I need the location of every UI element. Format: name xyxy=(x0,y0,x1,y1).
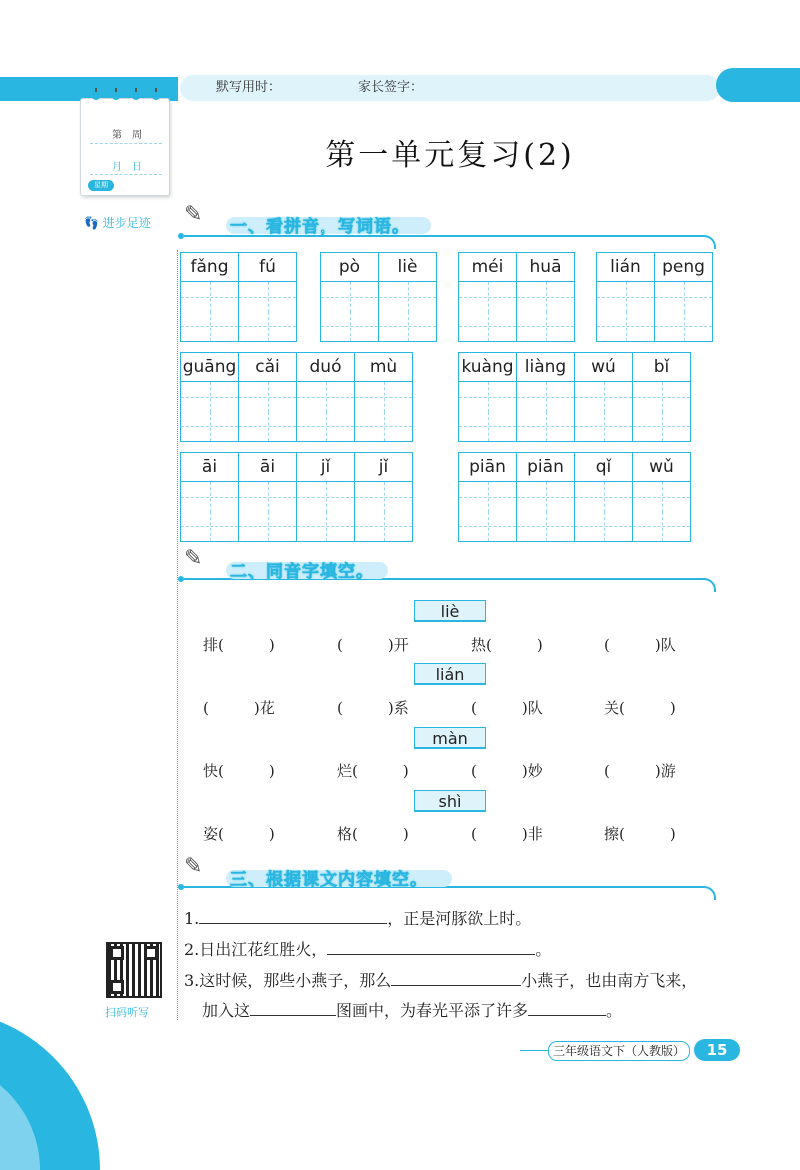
writing-box[interactable] xyxy=(459,312,516,342)
word-grid-group xyxy=(180,252,297,342)
pinyin-label: liè xyxy=(379,253,436,282)
homophone-item[interactable]: 快( ) xyxy=(203,762,275,780)
writing-box[interactable] xyxy=(297,382,354,412)
word-cell xyxy=(517,353,575,441)
word-cell xyxy=(517,253,575,341)
writing-box[interactable] xyxy=(239,312,296,342)
word-cell xyxy=(181,453,239,541)
section1-title: 一、看拼音，写词语。 xyxy=(230,217,410,237)
page-title: 第一单元复习(2) xyxy=(325,138,575,173)
progress-footsteps xyxy=(84,214,151,231)
binder-ring xyxy=(132,92,140,100)
writing-box[interactable] xyxy=(517,282,574,312)
divider xyxy=(90,174,162,175)
writing-box[interactable] xyxy=(459,412,516,442)
homophone-item[interactable]: ( )系 xyxy=(337,699,409,717)
writing-box[interactable] xyxy=(297,412,354,442)
word-cell xyxy=(181,253,239,341)
writing-box[interactable] xyxy=(575,512,632,542)
writing-box[interactable] xyxy=(239,482,296,512)
question-number: 2. xyxy=(184,940,200,959)
writing-box[interactable] xyxy=(633,482,690,512)
homophone-item[interactable]: 擦( ) xyxy=(604,825,676,843)
word-grid-group xyxy=(458,252,575,342)
writing-box[interactable] xyxy=(575,412,632,442)
pinyin-label: kuàng xyxy=(459,353,516,382)
writing-box[interactable] xyxy=(655,282,712,312)
writing-box[interactable] xyxy=(355,382,412,412)
pinyin-label: wǔ xyxy=(633,453,690,482)
word-cell xyxy=(239,253,297,341)
writing-box[interactable] xyxy=(181,282,238,312)
homophone-item[interactable]: 热( ) xyxy=(471,636,543,654)
homophone-pinyin: lián xyxy=(414,663,486,685)
question-text: 这时候，那些小燕子，那么 xyxy=(199,971,392,990)
homophone-item[interactable]: 姿( ) xyxy=(203,825,275,843)
pinyin-label: jǐ xyxy=(297,453,354,482)
writing-box[interactable] xyxy=(517,312,574,342)
pinyin-label: āi xyxy=(181,453,238,482)
answer-blank[interactable] xyxy=(391,969,521,986)
fill-question-3 xyxy=(184,968,697,991)
question-text: 。 xyxy=(535,940,552,959)
question-text: ，正是河豚欲上时。 xyxy=(387,909,532,928)
pinyin-label: duó xyxy=(297,353,354,382)
word-grid-group xyxy=(180,452,413,542)
pinyin-label: mù xyxy=(355,353,412,382)
writing-box[interactable] xyxy=(633,512,690,542)
homophone-item[interactable]: ( )妙 xyxy=(471,762,543,780)
writing-box[interactable] xyxy=(355,512,412,542)
question-text: 。 xyxy=(606,1001,623,1020)
section3-title: 三、根据课文内容填空。 xyxy=(230,870,428,890)
pinyin-label: qǐ xyxy=(575,453,632,482)
word-cell xyxy=(321,253,379,341)
writing-box[interactable] xyxy=(517,512,574,542)
section-rule-curve xyxy=(696,886,716,900)
writing-box[interactable] xyxy=(379,282,436,312)
pinyin-label: lián xyxy=(597,253,654,282)
question-text: 小燕子，也由南方飞来， xyxy=(521,971,698,990)
pinyin-label: jǐ xyxy=(355,453,412,482)
pinyin-label: āi xyxy=(239,453,296,482)
date-label: 月 日 xyxy=(112,162,142,173)
pinyin-label: fǎng xyxy=(181,253,238,282)
writing-box[interactable] xyxy=(459,282,516,312)
writing-box[interactable] xyxy=(517,382,574,412)
word-cell xyxy=(459,253,517,341)
word-cell xyxy=(575,453,633,541)
progress-text: 进步足迹 xyxy=(102,216,151,230)
pinyin-label: guāng xyxy=(181,353,238,382)
question-text: 加入这 xyxy=(202,1001,251,1020)
homophone-item[interactable]: 关( ) xyxy=(604,699,676,717)
section-rule-curve xyxy=(696,578,716,592)
writing-box[interactable] xyxy=(239,512,296,542)
word-cell xyxy=(355,353,413,441)
answer-blank[interactable] xyxy=(250,999,336,1016)
answer-blank[interactable] xyxy=(327,938,535,955)
word-grid-group xyxy=(596,252,713,342)
pinyin-label: cǎi xyxy=(239,353,296,382)
book-label: 三年级语文下（人教版） xyxy=(548,1041,690,1061)
answer-blank[interactable] xyxy=(528,999,606,1016)
word-cell xyxy=(517,453,575,541)
dictation-time-label: 默写用时： xyxy=(216,80,282,95)
writing-box[interactable] xyxy=(459,382,516,412)
word-cell xyxy=(575,353,633,441)
writing-box[interactable] xyxy=(633,412,690,442)
homophone-item[interactable]: 烂( ) xyxy=(337,762,409,780)
answer-blank[interactable] xyxy=(199,907,387,924)
writing-box[interactable] xyxy=(181,512,238,542)
word-cell xyxy=(239,353,297,441)
fill-question-2 xyxy=(184,937,551,960)
pinyin-label: piān xyxy=(459,453,516,482)
homophone-item[interactable]: ( )游 xyxy=(604,762,676,780)
word-cell xyxy=(597,253,655,341)
homophone-item[interactable]: ( )非 xyxy=(471,825,543,843)
writing-box[interactable] xyxy=(239,282,296,312)
word-cell xyxy=(355,453,413,541)
writing-box[interactable] xyxy=(239,382,296,412)
word-cell xyxy=(297,353,355,441)
pinyin-label: piān xyxy=(517,453,574,482)
writing-box[interactable] xyxy=(597,312,654,342)
writing-box[interactable] xyxy=(655,312,712,342)
section2-title: 二、同音字填空。 xyxy=(230,562,374,582)
qr-code-icon[interactable] xyxy=(106,942,162,998)
writing-box[interactable] xyxy=(575,382,632,412)
pinyin-label: bǐ xyxy=(633,353,690,382)
pinyin-label: wú xyxy=(575,353,632,382)
header-band-right xyxy=(716,68,800,102)
binder-ring xyxy=(92,92,100,100)
word-cell xyxy=(633,453,691,541)
writing-box[interactable] xyxy=(517,482,574,512)
writing-box[interactable] xyxy=(297,482,354,512)
pencil-icon: ✎ xyxy=(184,854,203,879)
pinyin-label: méi xyxy=(459,253,516,282)
writing-box[interactable] xyxy=(633,382,690,412)
word-cell xyxy=(239,453,297,541)
writing-box[interactable] xyxy=(321,282,378,312)
writing-box[interactable] xyxy=(181,482,238,512)
week-label: 第 周 xyxy=(112,130,142,141)
writing-box[interactable] xyxy=(459,482,516,512)
writing-box[interactable] xyxy=(321,312,378,342)
pencil-icon: ✎ xyxy=(184,546,203,571)
writing-box[interactable] xyxy=(181,312,238,342)
writing-box[interactable] xyxy=(597,282,654,312)
writing-box[interactable] xyxy=(379,312,436,342)
parent-signature-label: 家长签字： xyxy=(358,80,424,95)
question-text: 图画中，为春光平添了许多 xyxy=(336,1001,529,1020)
page-number: 15 xyxy=(694,1039,740,1061)
word-grid-group xyxy=(458,452,691,542)
fill-question-1 xyxy=(184,906,531,929)
qr-label: 扫码听写 xyxy=(105,1006,149,1019)
weekday-tag: 星期 xyxy=(88,180,114,191)
homophone-item[interactable]: ( )开 xyxy=(337,636,409,654)
question-text: 日出江花红胜火， xyxy=(199,940,328,959)
word-cell xyxy=(655,253,713,341)
writing-box[interactable] xyxy=(181,382,238,412)
question-number: 1. xyxy=(184,909,200,928)
word-grid-group xyxy=(320,252,437,342)
binder-ring xyxy=(112,92,120,100)
homophone-item[interactable]: ( )队 xyxy=(471,699,543,717)
homophone-pinyin: màn xyxy=(414,727,486,749)
word-cell xyxy=(379,253,437,341)
margin-dotted-line xyxy=(177,250,178,1020)
question-number: 3. xyxy=(184,971,200,990)
writing-box[interactable] xyxy=(239,412,296,442)
writing-box[interactable] xyxy=(575,482,632,512)
pinyin-label: fú xyxy=(239,253,296,282)
writing-box[interactable] xyxy=(517,412,574,442)
homophone-pinyin: liè xyxy=(414,600,486,622)
writing-box[interactable] xyxy=(297,512,354,542)
word-cell xyxy=(181,353,239,441)
writing-box[interactable] xyxy=(355,482,412,512)
homophone-item[interactable]: ( )花 xyxy=(203,699,275,717)
homophone-item[interactable]: ( )队 xyxy=(604,636,676,654)
pinyin-label: liàng xyxy=(517,353,574,382)
word-grid-group xyxy=(180,352,413,442)
homophone-item[interactable]: 格( ) xyxy=(337,825,409,843)
fill-question-3-cont xyxy=(202,998,622,1021)
footprint-icon: 👣 xyxy=(84,216,99,230)
writing-box[interactable] xyxy=(459,512,516,542)
word-cell xyxy=(633,353,691,441)
homophone-item[interactable]: 排( ) xyxy=(203,636,275,654)
word-grid-group xyxy=(458,352,691,442)
pinyin-label: huā xyxy=(517,253,574,282)
word-cell xyxy=(459,453,517,541)
homophone-pinyin: shì xyxy=(414,790,486,812)
section-rule-curve xyxy=(696,235,716,249)
pinyin-label: peng xyxy=(655,253,712,282)
word-cell xyxy=(459,353,517,441)
binder-ring xyxy=(152,92,160,100)
pencil-icon: ✎ xyxy=(184,202,203,227)
pinyin-label: pò xyxy=(321,253,378,282)
word-cell xyxy=(297,453,355,541)
writing-box[interactable] xyxy=(355,412,412,442)
writing-box[interactable] xyxy=(181,412,238,442)
